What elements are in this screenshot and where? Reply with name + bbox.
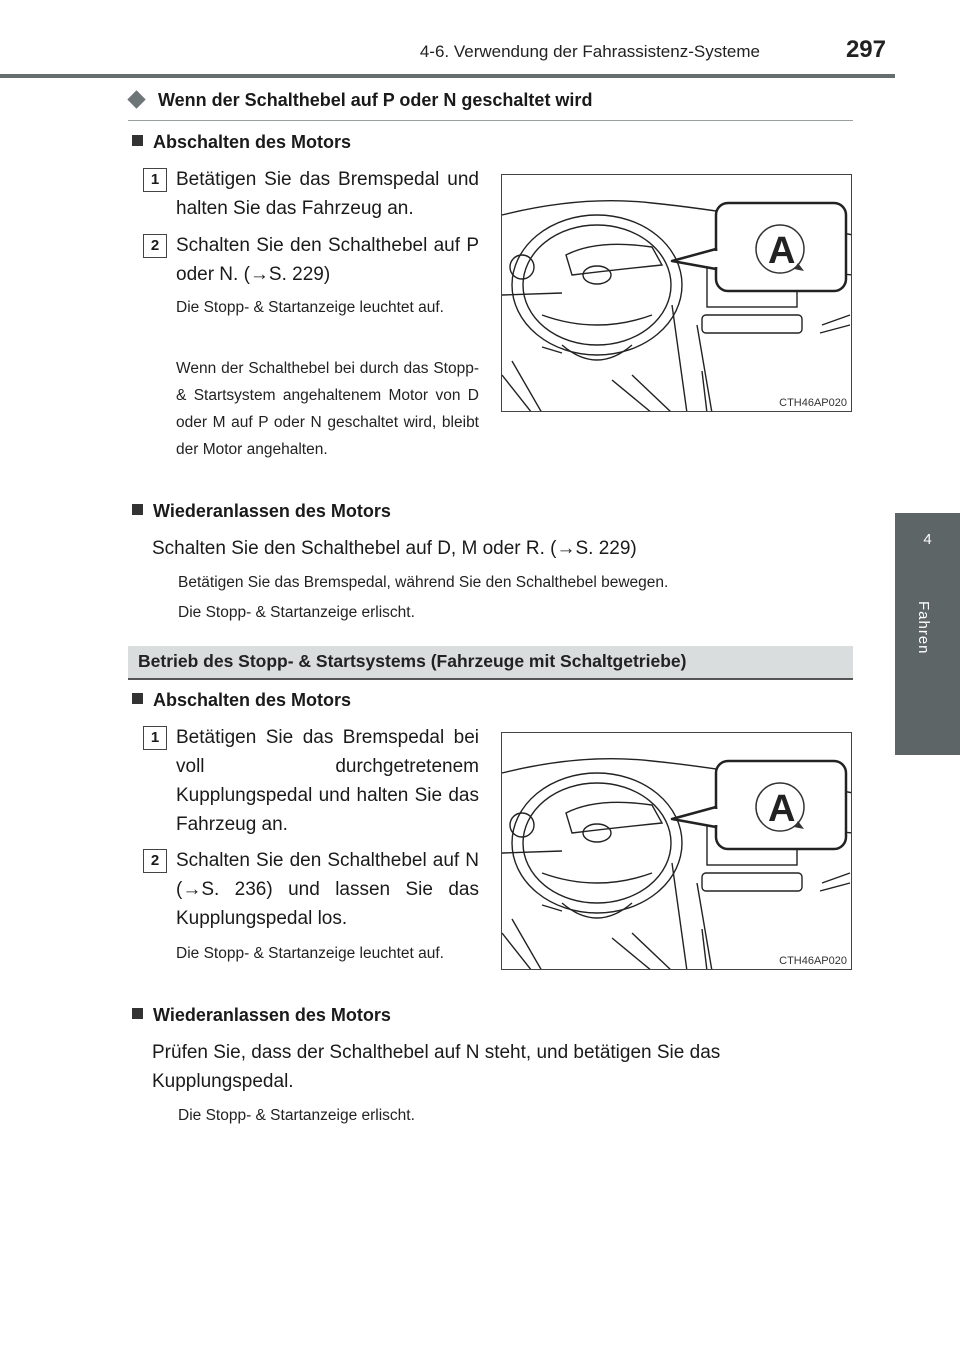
section-heading-manual [128, 646, 853, 680]
section-heading-text: Wenn der Schalthebel auf P oder N geschaltet wird [158, 90, 593, 110]
square-bullet-icon [132, 135, 143, 146]
subheading-stop-engine: Abschalten des Motors [132, 132, 351, 153]
note-text: Die Stopp- & Startanzeige leuchtet auf. [176, 299, 444, 316]
running-header: 4-6. Verwendung der Fahrassistenz-Systeme [419, 42, 760, 61]
section-heading-automatic [128, 90, 853, 121]
step-text: Betätigen Sie das Bremspedal bei voll durchgetretenem Kupplungspedal und halten Sie das Fahrzeug an. [176, 727, 479, 835]
chapter-number: 4 [923, 531, 932, 548]
callout-label: A [768, 230, 796, 272]
figure-code: CTH46AP020 [779, 955, 847, 967]
body-text: Prüfen Sie, dass der Schalthebel auf N steht, und betätigen Sie das Kupplungspedal. [152, 1042, 721, 1092]
section-heading-text: Betrieb des Stopp- & Startsystems (Fahrzeuge mit Schaltgetriebe) [138, 651, 687, 671]
square-bullet-icon [132, 1008, 143, 1019]
square-bullet-icon [132, 693, 143, 704]
page-number: 297 [845, 36, 886, 63]
step-number-box: 1 [143, 168, 167, 192]
step-number-box: 2 [143, 849, 167, 873]
note-text: Die Stopp- & Startanzeige erlischt. [178, 1107, 415, 1124]
square-bullet-icon [132, 504, 143, 515]
step-text: Schalten Sie den Schalthebel auf P oder N. (→S. 229) [176, 235, 479, 285]
step-number-box: 2 [143, 234, 167, 258]
step-number-box: 1 [143, 726, 167, 750]
subheading-restart-engine: Wiederanlassen des Motors [132, 1005, 391, 1026]
figure-code: CTH46AP020 [779, 397, 847, 409]
note-text: Die Stopp- & Startanzeige leuchtet auf. [176, 945, 444, 962]
subheading-restart-engine: Wiederanlassen des Motors [132, 501, 391, 522]
step-text: Schalten Sie den Schalthebel auf N (→S. 236) und lassen Sie das Kupplungspedal los. [176, 850, 479, 929]
diamond-icon [127, 90, 145, 108]
dashboard-illustration [501, 732, 852, 970]
dashboard-drawing [502, 733, 852, 970]
dashboard-illustration [501, 174, 852, 412]
note-text: Betätigen Sie das Bremspedal, während Sie den Schalthebel bewegen. [178, 574, 669, 591]
header-rule [0, 74, 895, 78]
dashboard-drawing [502, 175, 852, 412]
subheading-stop-engine: Abschalten des Motors [132, 690, 351, 711]
chapter-label: Fahren [915, 601, 932, 655]
step-text: Betätigen Sie das Bremspedal und halten Sie das Fahrzeug an. [176, 169, 479, 219]
chapter-tab [895, 513, 960, 755]
note-text: Wenn der Schalthebel bei durch das Stopp- & Startsystem angehaltenem Motor von D oder M auf P oder N geschaltet wird, bleibt der Motor angehalten. [176, 360, 479, 458]
body-text: Schalten Sie den Schalthebel auf D, M oder R. (→S. 229) [152, 538, 637, 559]
callout-label: A [768, 788, 796, 830]
note-text: Die Stopp- & Startanzeige erlischt. [178, 604, 415, 621]
